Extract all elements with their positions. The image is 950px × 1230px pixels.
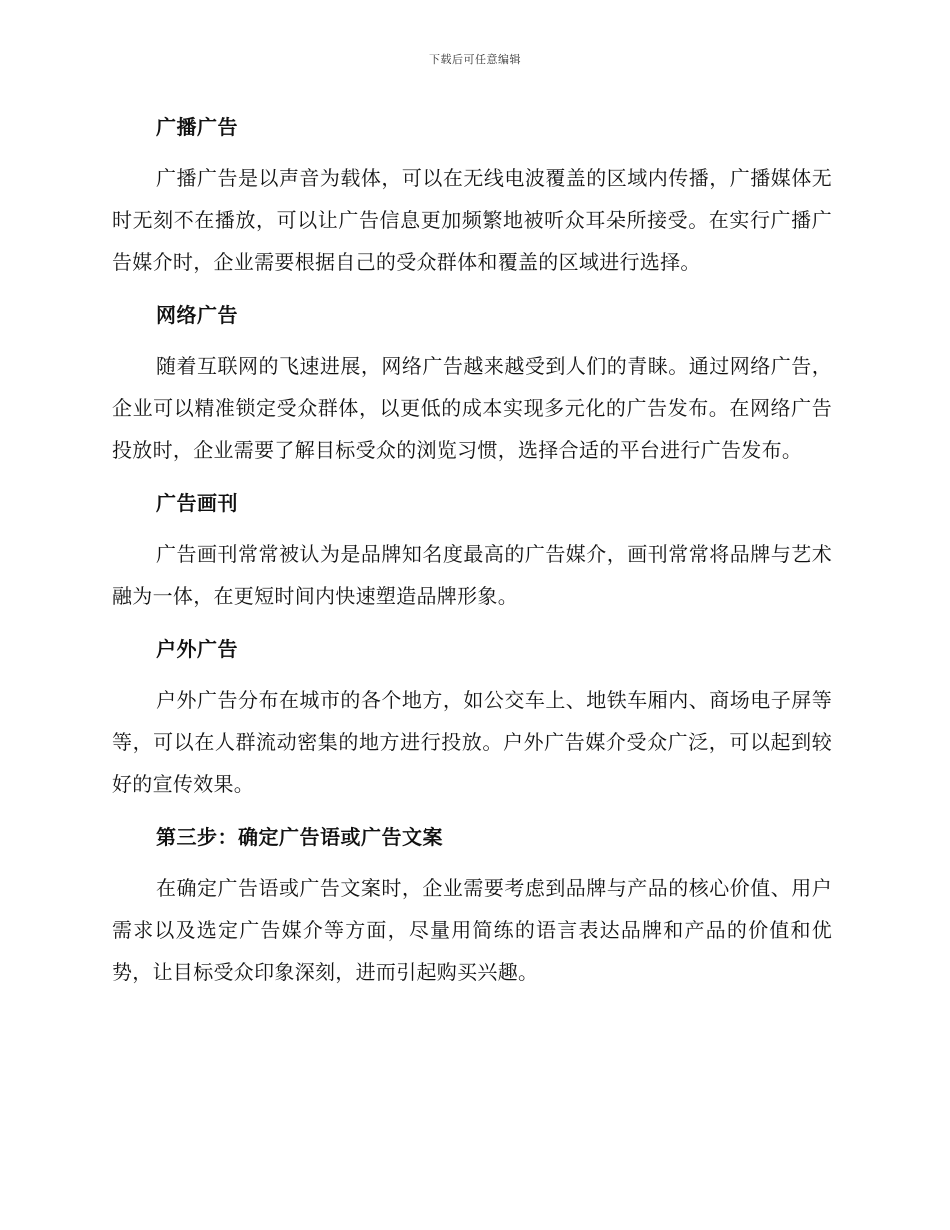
section-body-outdoor-ads: 户外广告分布在城市的各个地方，如公交车上、地铁车厢内、商场电子屏等等，可以在人群流动密集的地方进行投放。户外广告媒介受众广泛，可以起到较好的宣传效果。 (112, 688, 832, 796)
document-body (112, 105, 832, 1003)
section-title-ad-pictorial: 广告画刊 (156, 491, 238, 515)
section-body-radio-ads: 广播广告是以声音为载体，可以在无线电波覆盖的区域内传播，广播媒体无时无刻不在播放，可以让广告信息更加频繁地被听众耳朵所接受。在实行广播广告媒介时，企业需要根据自己的受众群体和覆盖的区域进行选择。 (112, 166, 832, 274)
section-title-online-ads: 网络广告 (156, 303, 238, 327)
section-body-ad-pictorial: 广告画刊常常被认为是品牌知名度最高的广告媒介，画刊常常将品牌与艺术融为一体，在更短时间内快速塑造品牌形象。 (112, 542, 832, 608)
section-body-online-ads: 随着互联网的飞速进展，网络广告越来越受到人们的青睐。通过网络广告，企业可以精准锁定受众群体，以更低的成本实现多元化的广告发布。在网络广告投放时，企业需要了解目标受众的浏览习惯，选择合适的平台进行广告发布。 (112, 354, 832, 462)
section-body-step-three: 在确定广告语或广告文案时，企业需要考虑到品牌与产品的核心价值、用户需求以及选定广告媒介等方面，尽量用简练的语言表达品牌和产品的价值和优势，让目标受众印象深刻，进而引起购买兴趣。 (112, 876, 832, 984)
section-title-step-three: 第三步：确定广告语或广告文案 (156, 825, 443, 849)
page-header: 下载后可任意编辑 (429, 53, 521, 66)
section-title-radio-ads: 广播广告 (156, 115, 238, 139)
section-title-outdoor-ads: 户外广告 (156, 637, 238, 661)
